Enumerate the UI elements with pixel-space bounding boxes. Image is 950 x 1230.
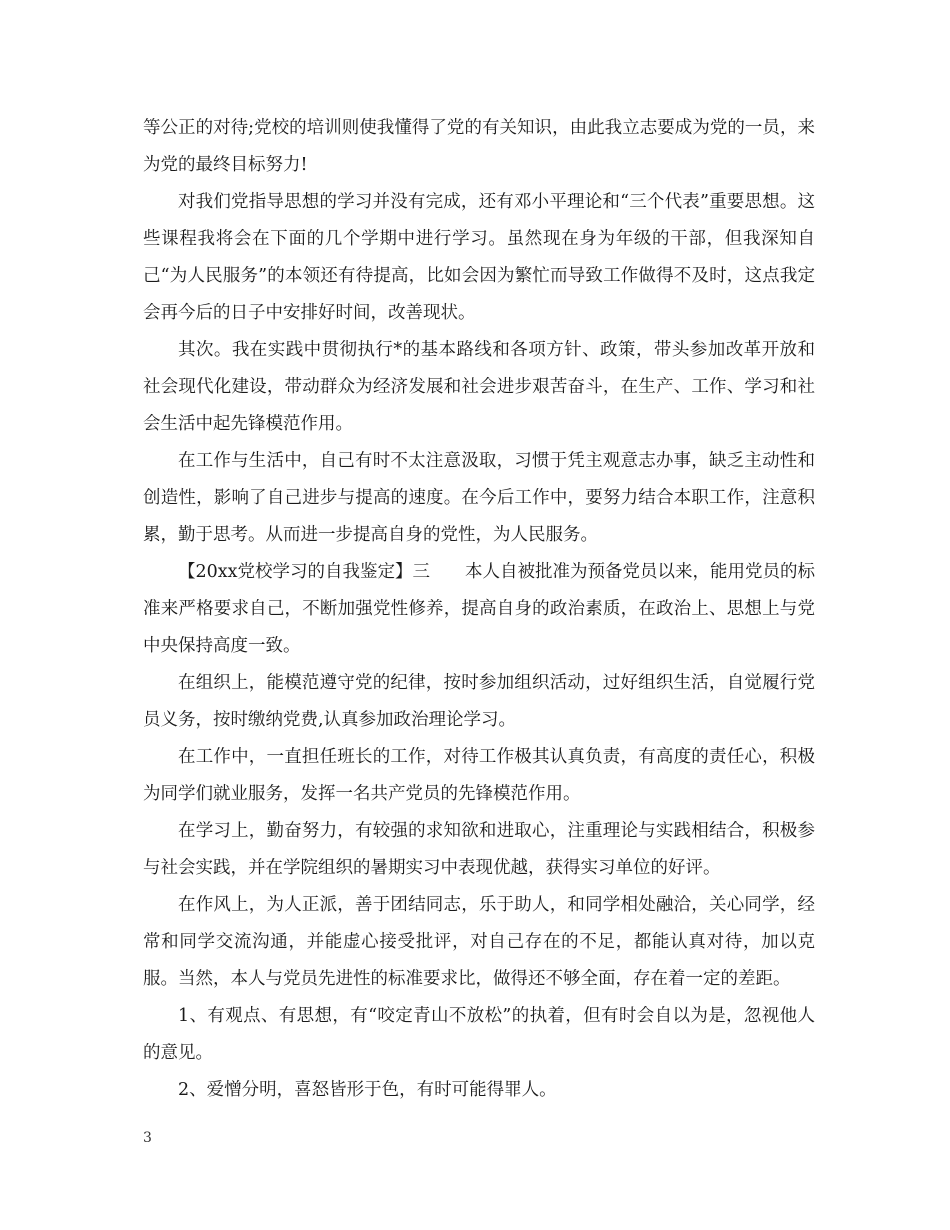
paragraph: 在作风上，为人正派，善于团结同志，乐于助人，和同学相处融洽，关心同学，经常和同学交流沟通，并能虚心接受批评，对自己存在的不足，都能认真对待，加以克服。当然，本人与党员先进性的标准要求比，做得还不够全面，存在着一定的差距。 [143,895,815,989]
paragraph: 在工作中，一直担任班长的工作，对待工作极其认真负责，有高度的责任心，积极为同学们就业服务，发挥一名共产党员的先锋模范作用。 [143,747,815,804]
paragraph: 对我们党指导思想的学习并没有完成，还有邓小平理论和“三个代表”重要思想。这些课程我将会在下面的几个学期中进行学习。虽然现在身为年级的干部，但我深知自己“为人民服务”的本领还有待提高，比如会因为繁忙而导致工作做得不及时，这点我定会再今后的日子中安排好时间，改善现状。 [143,192,815,323]
paragraph: 在工作与生活中，自己有时不太注意汲取，习惯于凭主观意志办事，缺乏主动性和创造性，影响了自己进步与提高的速度。在今后工作中，要努力结合本职工作，注意积累，勤于思考。从而进一步提高自身的党性，为人民服务。 [143,451,815,545]
document-body [143,110,815,1109]
paragraph: 2、爱憎分明，喜怒皆形于色，有时可能得罪人。 [178,1080,557,1100]
paragraph: 其次。我在实践中贯彻执行*的基本路线和各项方针、政策，带头参加改革开放和社会现代化建设，带动群众为经济发展和社会进步艰苦奋斗，在生产、工作、学习和社会生活中起先锋模范作用。 [143,340,815,434]
paragraph: 【20xx党校学习的自我鉴定】三 本人自被批准为预备党员以来，能用党员的标准来严格要求自己，不断加强党性修养，提高自身的政治素质，在政治上、思想上与党中央保持高度一致。 [143,562,816,656]
paragraph: 1、有观点、有思想，有“咬定青山不放松”的执着，但有时会自以为是，忽视他人的意见。 [143,1006,815,1063]
paragraph: 在组织上，能模范遵守党的纪律，按时参加组织活动，过好组织生活，自觉履行党员义务，按时缴纳党费,认真参加政治理论学习。 [143,673,815,730]
paragraph: 在学习上，勤奋努力，有较强的求知欲和进取心，注重理论与实践相结合，积极参与社会实践，并在学院组织的暑期实习中表现优越，获得实习单位的好评。 [143,821,815,878]
page-number: 3 [143,1130,152,1146]
paragraph: 等公正的对待;党校的培训则使我懂得了党的有关知识，由此我立志要成为党的一员，来为党的最终目标努力! [143,118,815,175]
